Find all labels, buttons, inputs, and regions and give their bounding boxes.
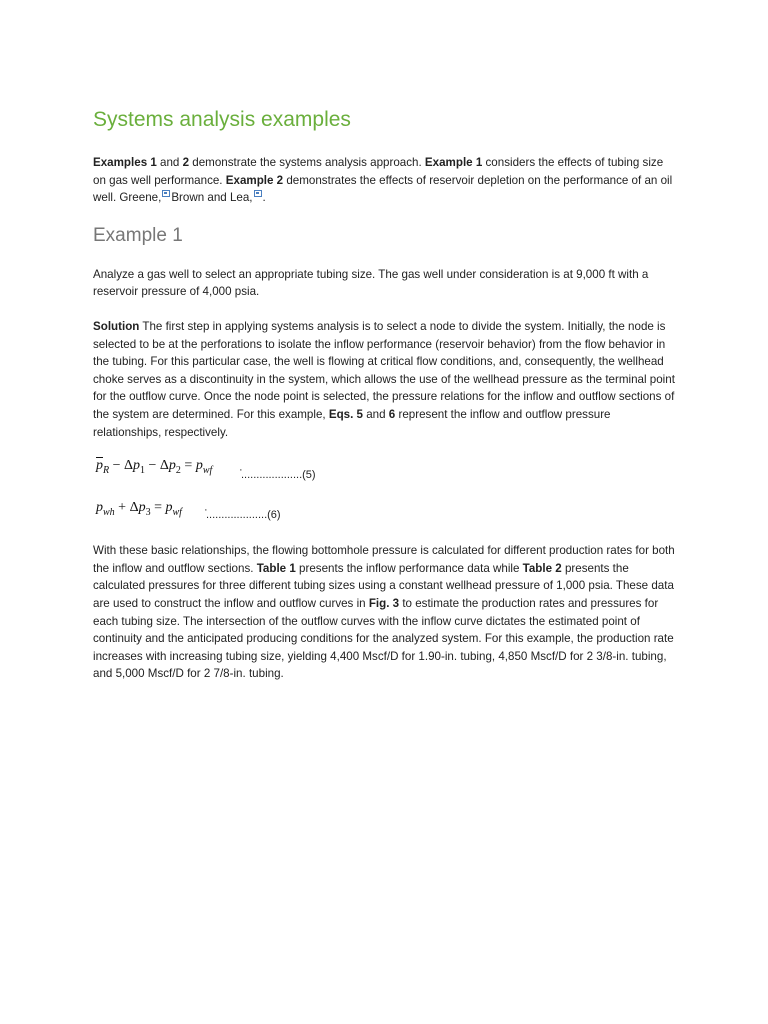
discussion-paragraph <box>93 542 678 683</box>
solution-text-3: represent the inflow and outflow pressure relationships, respectively. <box>93 407 611 439</box>
equation-5-image: $p_R - \Delta p_1 - \Delta p_2 = p_{wf}$ <box>96 458 213 476</box>
discussion-bold-fig3: Fig. 3 <box>368 596 400 610</box>
intro-bold-3: Example 1 <box>424 156 483 169</box>
example-heading: Example 1 <box>93 224 183 246</box>
discussion-bold-table1: Table 1 <box>256 561 296 575</box>
reference-link-icon[interactable] <box>162 190 170 197</box>
discussion-text-3: presents the calculated pressures for three different tubing sizes using a constant wellhead pressure of 1,000 psia. These data are used to construct the inflow and outflow curves in <box>93 561 674 610</box>
equation-5 <box>93 458 678 494</box>
solution-paragraph <box>93 318 678 441</box>
intro-bold-4: Example 2 <box>225 173 284 187</box>
discussion-text-4: to estimate the production rates and pressures for each tubing size. The intersection of the outflow curves with the inflow curve dictates the estimated point of continuity and the anticipated producing conditions for the analyzed system. For this example, the production rate increases with increasing tubing size, yielding 4,400 Mscf/D for 1.90-in. tubing, 4,850 Mscf/D for 2 3/8-in. tubing, and 5,000 Mscf/D for 2 7/8-in. tubing. <box>93 596 674 681</box>
equation-6-image: $p_{wh} + \Delta p_3 = p_{wf}$ <box>96 500 182 518</box>
solution-bold-eqs: Eqs. 5 <box>328 407 363 421</box>
equation-6 <box>93 500 678 536</box>
equation-5-dot: · <box>239 464 243 477</box>
intro-bold-1: Examples 1 <box>93 156 157 169</box>
equation-6-dot: · <box>204 504 208 517</box>
intro-text-2: demonstrate the systems analysis approach. <box>189 156 425 169</box>
intro-text-5: Brown and Lea, <box>171 191 253 205</box>
equation-5-number: ....................(5) <box>241 469 316 482</box>
intro-text-1: and <box>156 156 183 169</box>
solution-text: The first step in applying systems analysis is to select a node to divide the system. Initially, the node is selected to be at the perforations to isolate the inflow performance (reservoir behavior) from the flow behavior in the tubing. For this particular case, the well is flowing at critical flow conditions, and, consequently, the wellhead choke serves as a discontinuity in the system, which allows the use of the wellhead pressure as the terminal point for the outflow curve. Once the node point is selected, the pressure relations for the inflow and outflow sections of the system are determined. For this example, <box>93 319 675 421</box>
solution-label: Solution <box>93 319 140 333</box>
intro-bold-2: 2 <box>182 156 190 169</box>
problem-paragraph: Analyze a gas well to select an appropriate tubing size. The gas well under consideration is at 9,000 ft with a reservoir pressure of 4,000 psia. <box>93 267 649 299</box>
intro-text-4: demonstrates the effects of reservoir depletion on the performance of an oil well. Greene, <box>93 173 673 205</box>
discussion-bold-table2: Table 2 <box>522 561 562 575</box>
page-title: Systems analysis examples <box>93 108 351 131</box>
reference-link-icon[interactable] <box>254 190 262 197</box>
solution-bold-6: 6 <box>388 407 396 421</box>
discussion-text-1: With these basic relationships, the flowing bottomhole pressure is calculated for different production rates for both the inflow and outflow sections. <box>93 544 675 575</box>
solution-text-2: and <box>363 407 389 421</box>
intro-paragraph <box>93 154 678 207</box>
intro-text-6: . <box>262 191 266 205</box>
article-content <box>93 106 678 700</box>
intro-text-3: considers the effects of tubing size on gas well performance. <box>93 156 664 187</box>
equation-6-number: ....................(6) <box>206 509 281 522</box>
discussion-text-2: presents the inflow performance data while <box>295 561 523 575</box>
